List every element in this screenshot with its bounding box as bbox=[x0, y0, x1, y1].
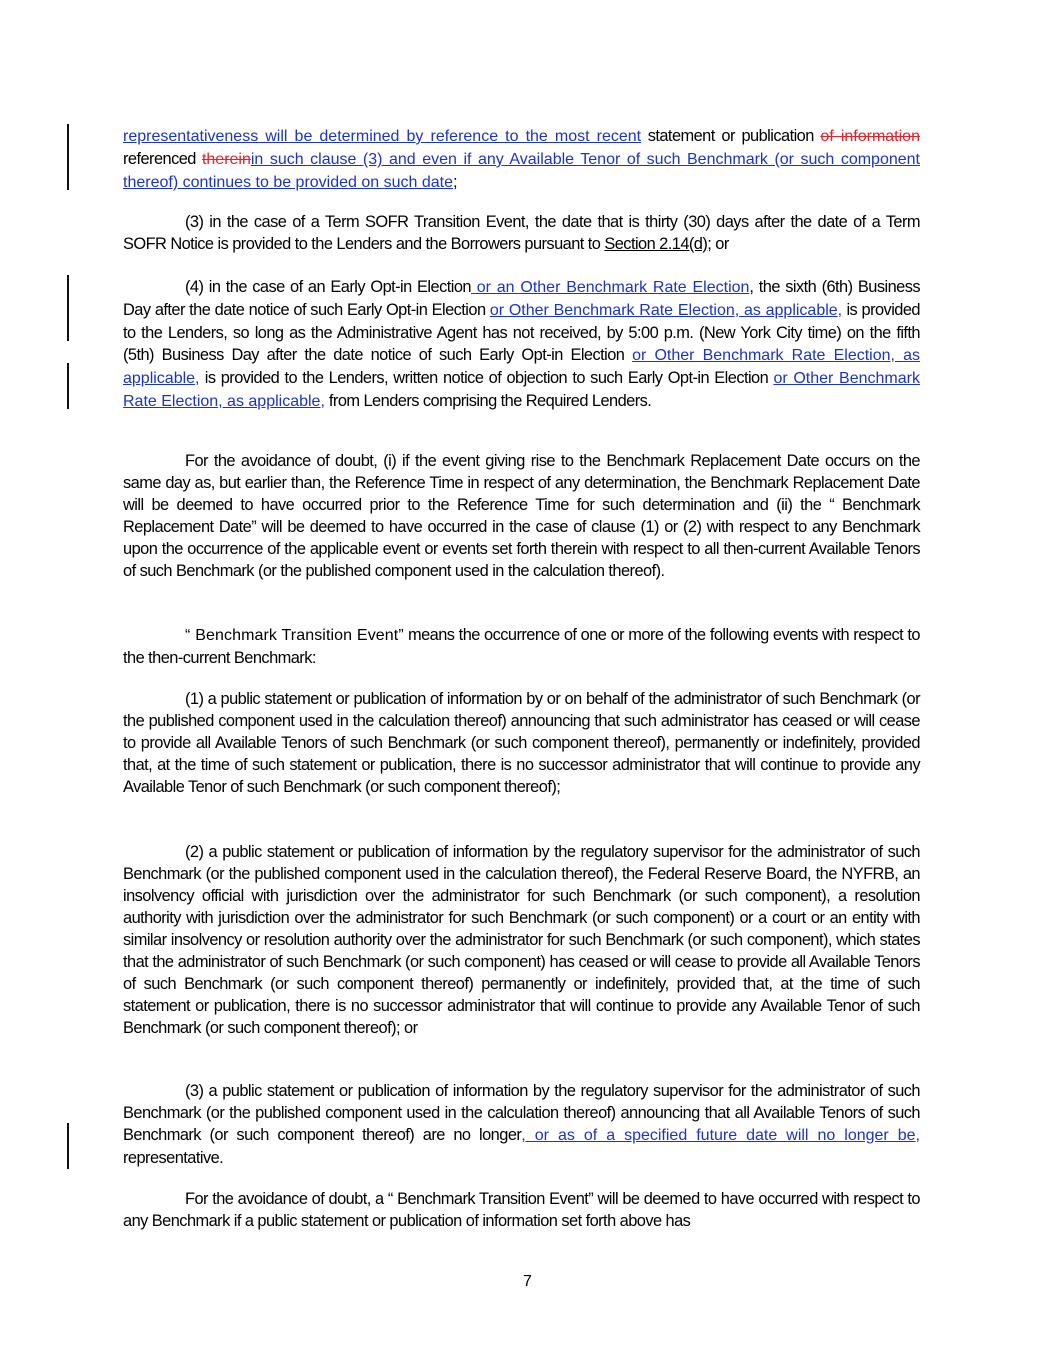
inserted-text: or Other Benchmark Rate Election, as applicable, bbox=[489, 302, 843, 319]
body-text: (1) a public statement or publication of information by or on behalf of the administrator of such Benchmark (or the published component used in the calculation thereof) announcing that such administrator has ceased or will cease to provide all Available Tenors of such Benchmark (or such component thereof), permanently or indefinitely, provided that, at the time of such statement or publication, there is no successor administrator that will continue to provide any Available Tenor of such Benchmark (or such component thereof); bbox=[123, 690, 920, 796]
body-text: (3) a public statement or publication of information by the regulatory supervisor for the administrator of such Benchmark (or the published component used in the calculation thereof) announcing that all Available Tenors of such Benchmark (or such component thereof) are no longer bbox=[123, 1082, 920, 1144]
paragraph-clause-3-term-sofr bbox=[123, 211, 920, 255]
body-text: representative. bbox=[123, 1149, 224, 1167]
body-text: (3) in the case of a Term SOFR Transition Event, the date that is thirty (30) days after the date of a Term SOFR Notice is provided to the Lenders and the Borrowers pursuant to bbox=[123, 213, 920, 253]
body-text: means the occurrence of one or more of the following events with respect to the then-current Benchmark: bbox=[123, 626, 920, 667]
inserted-text: , or as of a specified future date will no longer be, bbox=[521, 1127, 920, 1144]
change-bar bbox=[67, 275, 69, 341]
inserted-text: or Other Benchmark Rate Election, as applicable, bbox=[123, 370, 920, 410]
paragraph-event-clause-1 bbox=[123, 688, 920, 798]
body-text: , the sixth (6th) Business Day after the date notice of such Early Opt-in Election bbox=[123, 278, 920, 319]
inserted-text: in such clause (3) and even if any Available Tenor of such Benchmark (or such component thereof) continues to be provided on such date bbox=[123, 151, 920, 191]
page-number: 7 bbox=[523, 1273, 532, 1290]
defined-term: “ Benchmark Transition Event” bbox=[185, 627, 404, 644]
paragraph-event-clause-2 bbox=[123, 841, 920, 1039]
change-bar bbox=[67, 124, 69, 190]
body-text: ; or bbox=[707, 235, 729, 253]
paragraph-avoidance-of-doubt-replacement-date bbox=[123, 450, 920, 582]
paragraph-event-clause-3 bbox=[123, 1080, 920, 1169]
body-text: statement or publication bbox=[641, 127, 821, 145]
body-text: is provided to the Lenders, so long as the Administrative Agent has not received, by 5:00 p.m. (New York City time) on the fifth (5th) Business Day after the date notice of such Early Opt-in Election bbox=[123, 301, 920, 364]
inserted-text: or an Other Benchmark Rate Election bbox=[470, 279, 750, 296]
body-text: For the avoidance of doubt, a “ Benchmark Transition Event” will be deemed to have occurred with respect to any Benchmark if a public statement or publication of information set forth above has bbox=[123, 1190, 920, 1230]
paragraph-avoidance-of-doubt-transition-event bbox=[123, 1188, 920, 1232]
paragraph-clause-4-early-opt-in bbox=[123, 276, 920, 413]
paragraph-representativeness bbox=[123, 125, 920, 194]
section-reference-link[interactable]: Section 2.14(d) bbox=[604, 235, 708, 253]
body-text: referenced bbox=[123, 150, 202, 168]
body-text: (2) a public statement or publication of information by the regulatory supervisor for the administrator of such Benchmark (or the published component used in the calculation thereof), the Federal Reserve Board, the NYFRB, an insolvency official with jurisdiction over the administrator for such Benchmark (or such component), a resolution authority with jurisdiction over the administrator for such Benchmark (or such component) or a court or an entity with similar insolvency or resolution authority over the administrator for such Benchmark (or such component), which states that the administrator of such Benchmark (or such component) has ceased or will cease to provide all Available Tenors of such Benchmark (or such component thereof) permanently or indefinitely, provided that, at the time of such statement or publication, there is no successor administrator that will continue to provide any Available Tenor of such Benchmark (or such component thereof); or bbox=[123, 843, 920, 1037]
body-text: For the avoidance of doubt, (i) if the event giving rise to the Benchmark Replacement Date occurs on the same day as, but earlier than, the Reference Time in respect of any determination, the Benchmark Replacement Date will be deemed to have occurred prior to the Reference Time for such determination and (ii) the “ Benchmark Replacement Date” will be deemed to have occurred in the case of clause (1) or (2) with respect to any Benchmark upon the occurrence of the applicable event or events set forth therein with respect to all then-current Available Tenors of such Benchmark (or the published component used in the calculation thereof). bbox=[123, 452, 920, 580]
body-text: ; bbox=[453, 173, 458, 191]
body-text: (4) in the case of an Early Opt-in Election bbox=[185, 278, 471, 296]
deleted-text: therein bbox=[201, 151, 251, 168]
paragraph-benchmark-transition-event-definition bbox=[123, 624, 920, 669]
body-text: from Lenders comprising the Required Lenders. bbox=[324, 392, 652, 410]
change-bar bbox=[67, 363, 69, 409]
change-bar bbox=[67, 1123, 69, 1169]
body-text: is provided to the Lenders, written notice of objection to such Early Opt-in Election bbox=[199, 369, 774, 387]
inserted-text: representativeness will be determined by reference to the most recent bbox=[123, 128, 642, 145]
inserted-text: or Other Benchmark Rate Election, as applicable, bbox=[123, 347, 920, 387]
deleted-text: of information bbox=[820, 128, 920, 145]
